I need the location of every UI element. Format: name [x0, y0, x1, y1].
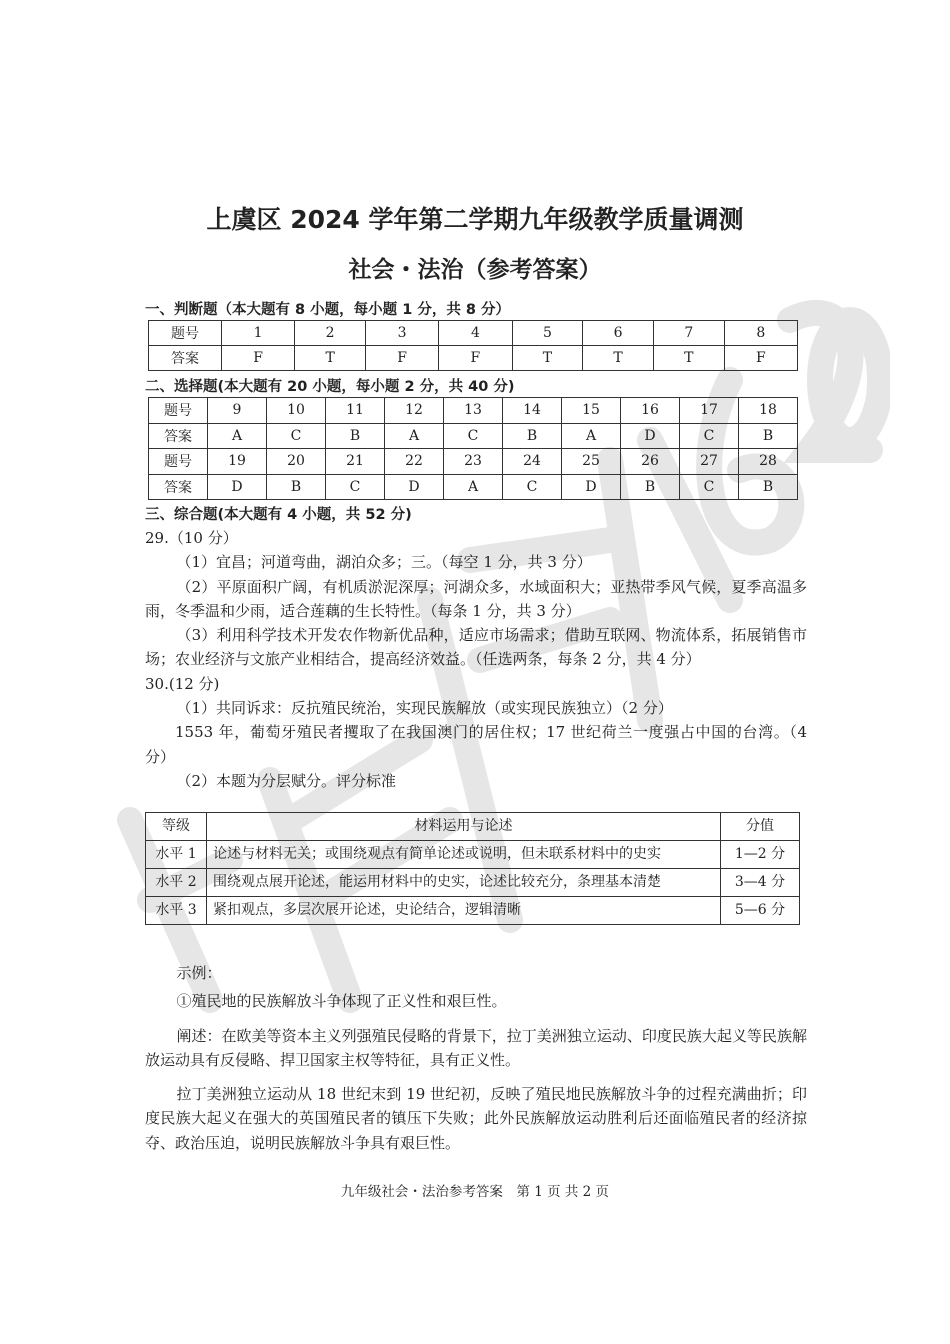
answer-cell: B — [267, 474, 326, 500]
table-row — [149, 346, 798, 371]
question-number: 6 — [583, 321, 654, 346]
question-number: 27 — [680, 449, 739, 475]
answer-cell: F — [724, 346, 797, 371]
question-number: 2 — [295, 321, 366, 346]
row-label: 答案 — [149, 346, 222, 371]
question-number: 10 — [267, 398, 326, 424]
question-number: 1 — [222, 321, 295, 346]
description-cell: 围绕观点展开论述，能运用材料中的史实，论述比较充分，条理基本清楚 — [207, 869, 721, 897]
answer-cell: B — [326, 423, 385, 449]
q29-part3: （3）利用科学技术开发农作物新优品种，适应市场需求；借助互联网、物流体系，拓展销售市场；农业经济与文旅产业相结合，提高经济效益。（任选两条，每条 2 分，共 4 分） — [145, 626, 807, 669]
example-point: ①殖民地的民族解放斗争体现了正义性和艰巨性。 — [176, 992, 507, 1011]
column-header: 等级 — [146, 813, 207, 841]
question-number: 28 — [739, 449, 798, 475]
answer-cell: A — [562, 423, 621, 449]
row-label: 题号 — [149, 398, 208, 424]
q30-label: 30.(12 分) — [145, 674, 220, 693]
answer-cell: C — [444, 423, 503, 449]
question-number: 14 — [503, 398, 562, 424]
question-number: 19 — [208, 449, 267, 475]
answer-cell: F — [222, 346, 295, 371]
answer-cell: F — [365, 346, 438, 371]
answer-cell: C — [680, 423, 739, 449]
table-row — [149, 398, 798, 424]
question-number: 18 — [739, 398, 798, 424]
question-number: 13 — [444, 398, 503, 424]
question-number: 3 — [365, 321, 438, 346]
answer-cell: D — [562, 474, 621, 500]
answer-cell: A — [385, 423, 444, 449]
question-number: 4 — [439, 321, 512, 346]
answer-cell: T — [295, 346, 366, 371]
q30-part2: （2）本题为分层赋分。评分标准 — [176, 771, 397, 790]
q29-part2: （2）平原面积广阔，有机质淤泥深厚；河湖众多，水域面积大；亚热带季风气候，夏季高温多雨，冬季温和少雨，适合莲藕的生长特性。（每条 1 分，共 3 分） — [145, 577, 807, 620]
level-cell: 水平 1 — [146, 841, 207, 869]
answer-cell: D — [385, 474, 444, 500]
answer-cell: B — [739, 474, 798, 500]
score-cell: 3—4 分 — [721, 869, 800, 897]
page-footer: 九年级社会・法治参考答案 第 1 页 共 2 页 — [340, 1184, 610, 1200]
level-cell: 水平 3 — [146, 897, 207, 925]
answer-cell: C — [326, 474, 385, 500]
question-number: 16 — [621, 398, 680, 424]
page-subtitle: 社会・法治（参考答案） — [348, 257, 602, 283]
table-row — [149, 449, 798, 475]
question-number: 11 — [326, 398, 385, 424]
question-number: 21 — [326, 449, 385, 475]
q29-part1: （1）宜昌；河道弯曲，湖泊众多；三。（每空 1 分，共 3 分） — [176, 553, 592, 572]
answer-cell: D — [208, 474, 267, 500]
table-row — [146, 841, 800, 869]
answer-cell: T — [653, 346, 724, 371]
description-cell: 论述与材料无关；或围绕观点有简单论述或说明，但未联系材料中的史实 — [207, 841, 721, 869]
answer-cell: C — [680, 474, 739, 500]
answer-cell: F — [439, 346, 512, 371]
question-number: 7 — [653, 321, 724, 346]
example-block — [145, 961, 807, 1155]
section2-heading: 二、选择题(本大题有 20 小题，每小题 2 分，共 40 分) — [145, 379, 515, 395]
table-header-row — [146, 813, 800, 841]
table-row — [146, 897, 800, 925]
question-number: 24 — [503, 449, 562, 475]
example-label: 示例： — [176, 964, 222, 982]
multiple-choice-answer-table — [148, 397, 798, 500]
question-number: 25 — [562, 449, 621, 475]
question-number: 9 — [208, 398, 267, 424]
example-paragraph-1: 阐述：在欧美等资本主义列强殖民侵略的背景下，拉丁美洲独立运动、印度民族大起义等民族解放运动具有反侵略、捍卫国家主权等特征，具有正义性。 — [145, 1026, 807, 1069]
q30-part1-note: 1553 年，葡萄牙殖民者攫取了在我国澳门的居住权；17 世纪荷兰一度强占中国的台湾。（4 分） — [145, 723, 807, 766]
q30-part1: （1）共同诉求：反抗殖民统治，实现民族解放（或实现民族独立）（2 分） — [176, 699, 673, 718]
level-cell: 水平 2 — [146, 869, 207, 897]
question-number: 8 — [724, 321, 797, 346]
answer-cell: C — [503, 474, 562, 500]
answer-cell: T — [583, 346, 654, 371]
question-number: 26 — [621, 449, 680, 475]
question-number: 12 — [385, 398, 444, 424]
scoring-criteria-table — [145, 812, 800, 925]
description-cell: 紧扣观点，多层次展开论述，史论结合，逻辑清晰 — [207, 897, 721, 925]
example-paragraph-2: 拉丁美洲独立运动从 18 世纪末到 19 世纪初，反映了殖民地民族解放斗争的过程充满曲折；印度民族大起义在强大的英国殖民者的镇压下失败；此外民族解放运动胜利后还面临殖民者的经济掠夺、政治压迫，说明民族解放斗争具有艰巨性。 — [145, 1085, 807, 1152]
true-false-answer-table — [148, 320, 798, 371]
score-cell: 1—2 分 — [721, 841, 800, 869]
question-number: 5 — [512, 321, 583, 346]
column-header: 材料运用与论述 — [207, 813, 721, 841]
question-29 — [145, 526, 807, 793]
answer-cell: B — [739, 423, 798, 449]
score-cell: 5—6 分 — [721, 897, 800, 925]
question-number: 15 — [562, 398, 621, 424]
table-row — [146, 869, 800, 897]
answer-cell: C — [267, 423, 326, 449]
section1-heading: 一、判断题（本大题有 8 小题，每小题 1 分，共 8 分） — [145, 302, 511, 318]
question-number: 20 — [267, 449, 326, 475]
q29-label: 29.（10 分） — [145, 529, 238, 547]
answer-cell: A — [208, 423, 267, 449]
table-row — [149, 423, 798, 449]
question-number: 23 — [444, 449, 503, 475]
column-header: 分值 — [721, 813, 800, 841]
question-number: 17 — [680, 398, 739, 424]
row-label: 答案 — [149, 474, 208, 500]
answer-cell: T — [512, 346, 583, 371]
section3-heading: 三、综合题(本大题有 4 小题，共 52 分) — [145, 507, 412, 523]
answer-cell: D — [621, 423, 680, 449]
table-row — [149, 321, 798, 346]
answer-cell: A — [444, 474, 503, 500]
page-title: 上虞区 2024 学年第二学期九年级教学质量调测 — [206, 205, 744, 234]
answer-cell: B — [503, 423, 562, 449]
row-label: 答案 — [149, 423, 208, 449]
row-label: 题号 — [149, 321, 222, 346]
answer-cell: B — [621, 474, 680, 500]
row-label: 题号 — [149, 449, 208, 475]
table-row — [149, 474, 798, 500]
question-number: 22 — [385, 449, 444, 475]
